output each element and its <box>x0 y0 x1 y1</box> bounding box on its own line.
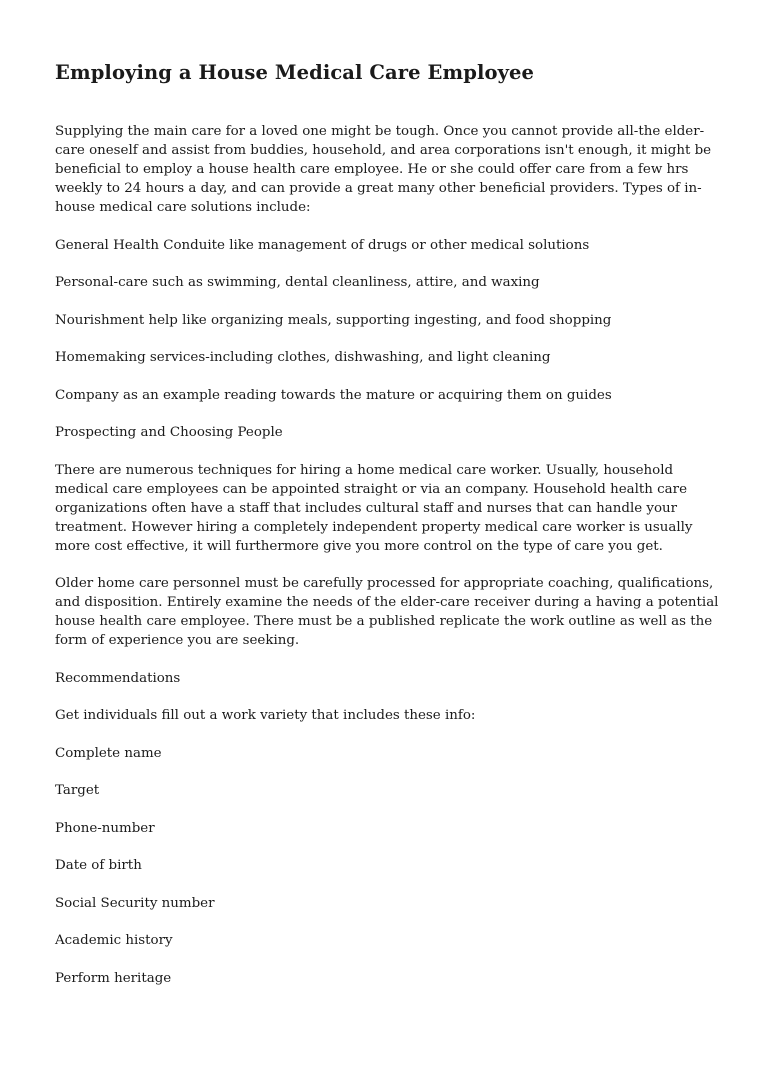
section-heading: Prospecting and Choosing People <box>55 425 283 440</box>
paragraph: Older home care personnel must be carefully processed for appropriate coaching, qualifications, and disposition. Entirely examine the needs of the elder-care receiver during a having a potential house health care employee. There must be a published replicate the work outline as well as the form of experience you are seeking. <box>55 576 719 648</box>
list-item: Nourishment help like organizing meals, supporting ingesting, and food shopping <box>55 312 612 328</box>
document-title: Employing a House Medical Care Employee <box>55 61 535 84</box>
paragraph: There are numerous techniques for hiring a home medical care worker. Usually, household medical care employees can be appointed straight or via an company. Household health care organizations often have a staff that includes cultural staff and nurses that can handle your treatment. However hiring a completely independent property medical care worker is usually more cost effective, it will furthermore give you more control on the type of care you get. <box>55 462 693 554</box>
list-item: Personal-care such as swimming, dental cleanliness, attire, and waxing <box>55 275 540 290</box>
list-item: General Health Conduite like management of drugs or other medical solutions <box>55 237 590 253</box>
document-page <box>55 58 720 1006</box>
list-item: Target <box>55 783 100 798</box>
list-item: Homemaking services-including clothes, dishwashing, and light cleaning <box>55 350 551 365</box>
section-heading: Recommendations <box>55 670 181 686</box>
list-item: Company as an example reading towards the mature or acquiring them on guides <box>55 387 612 403</box>
list-item: Complete name <box>55 745 162 761</box>
list-item: Phone-number <box>55 820 155 836</box>
list-item: Academic history <box>55 933 173 948</box>
list-item: Perform heritage <box>55 970 172 986</box>
document-body <box>55 122 720 988</box>
paragraph-intro: Supplying the main care for a loved one might be tough. Once you cannot provide all-the elder-care oneself and assist from buddies, household, and area corporations isn't enough, it might be beneficial to employ a house health care employee. He or she could offer care from a few hrs weekly to 24 hours a day, and can provide a great many other beneficial providers. Types of in-house medical care solutions include: <box>55 124 712 215</box>
list-item: Date of birth <box>55 858 142 873</box>
list-item: Social Security number <box>55 895 215 911</box>
paragraph: Get individuals fill out a work variety that includes these info: <box>55 708 476 723</box>
